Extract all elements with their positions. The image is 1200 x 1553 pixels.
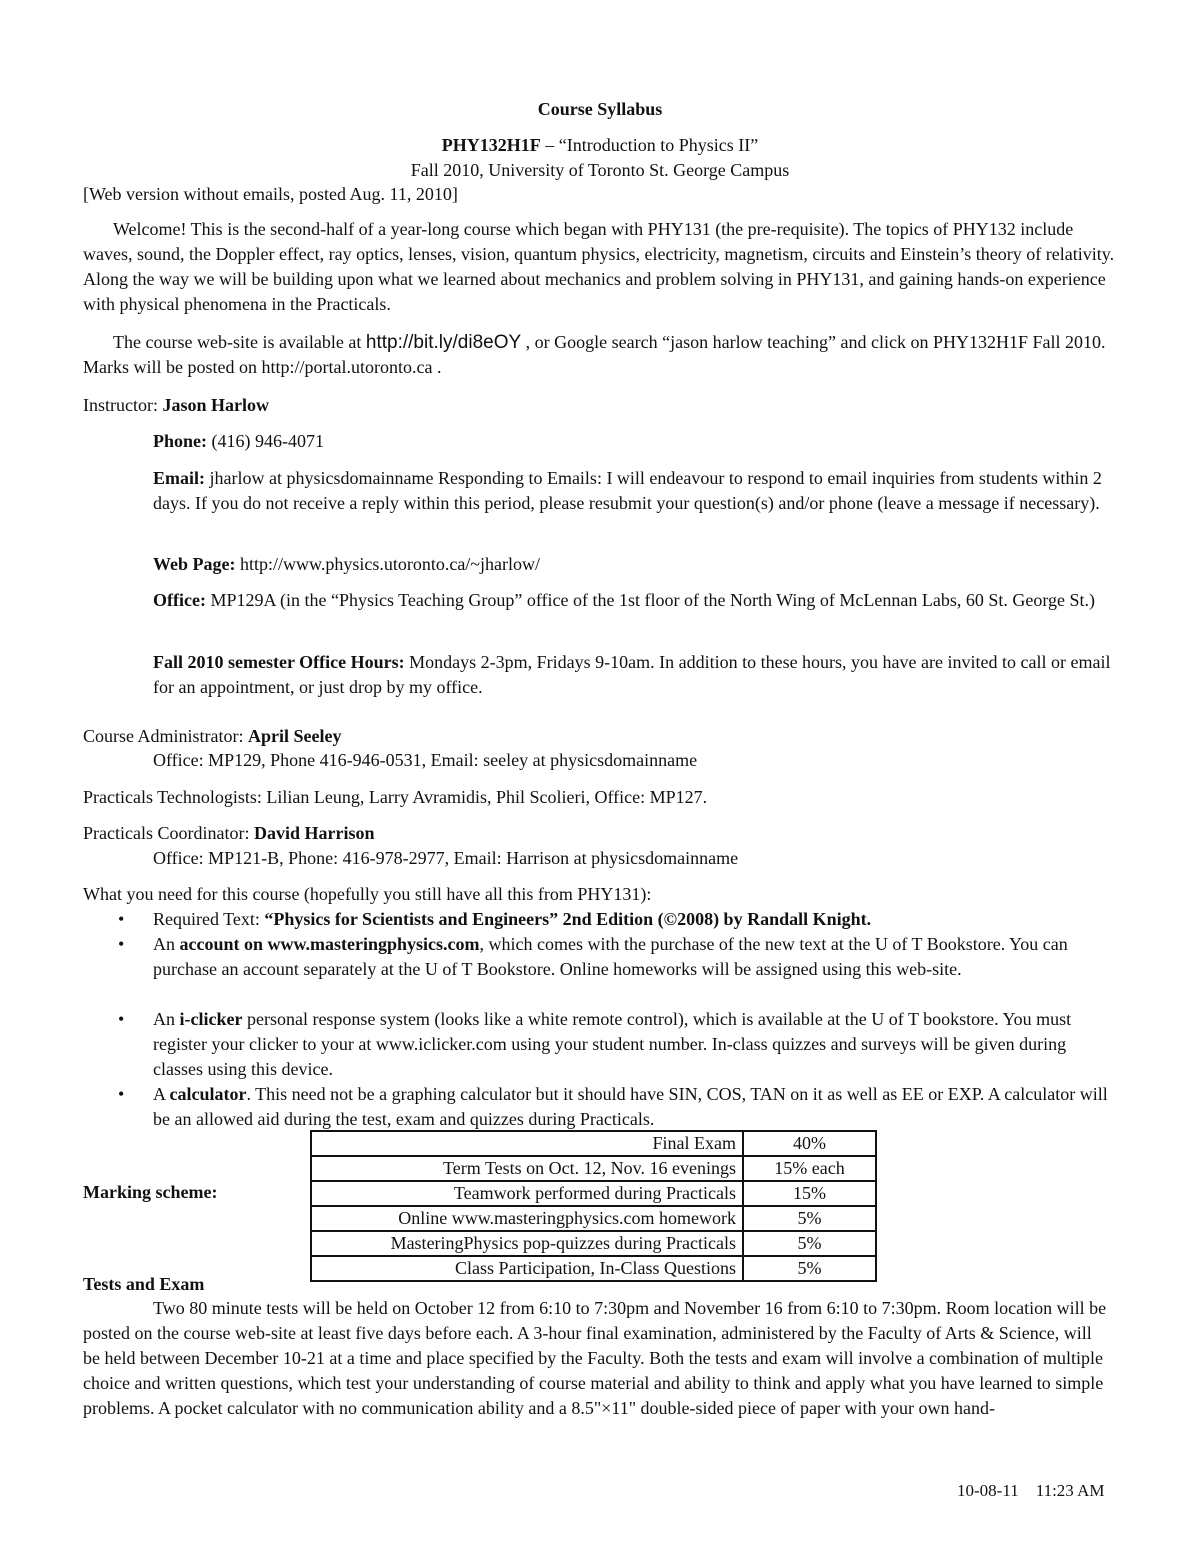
admin-name: April Seeley <box>248 726 342 746</box>
masteringphysics-item <box>153 932 1113 982</box>
bullet-dot: • <box>118 1084 125 1104</box>
calculator-pre: A <box>153 1084 170 1104</box>
webpage-url[interactable]: http://www.physics.utoronto.ca/~jharlow/ <box>235 554 541 574</box>
footer-time: 11:23 AM <box>1035 1481 1105 1500</box>
footer-datetime <box>957 1478 1105 1503</box>
tests-heading: Tests and Exam <box>83 1274 205 1294</box>
footer-date: 10-08-11 <box>957 1481 1019 1500</box>
webpage-line <box>153 552 540 577</box>
instructor-line <box>83 393 269 418</box>
phone-label: Phone: <box>153 431 207 451</box>
marking-row <box>311 1256 876 1281</box>
course-name: “Introduction to Physics II” <box>558 135 759 155</box>
admin-details: Office: MP129, Phone 416-946-0531, Email: seeley at physicsdomainname <box>153 750 698 770</box>
coordinator-details: Office: MP121-B, Phone: 416-978-2977, Email: Harrison at physicsdomainname <box>153 848 739 868</box>
requirements-intro: What you need for this course (hopefully you still have all this from PHY131): <box>83 884 652 904</box>
bullet-dot: • <box>118 934 125 954</box>
course-code: PHY132H1F <box>441 135 541 155</box>
bullet-dot: • <box>118 1009 125 1029</box>
marking-item: Final Exam <box>311 1131 743 1156</box>
marking-item: Class Participation, In-Class Questions <box>311 1256 743 1281</box>
phone-line <box>153 429 324 454</box>
masteringphysics-account: account on www.masteringphysics.com <box>179 934 480 954</box>
admin-line <box>83 724 341 749</box>
coordinator-line <box>83 821 374 846</box>
website-rest: , or Google search “jason harlow teaching” and click on PHY132H1F Fall 2010. Marks will be posted on http://portal.utoronto.ca . <box>83 332 1106 377</box>
course-line <box>0 133 1200 158</box>
instructor-label: Instructor: <box>83 395 163 415</box>
iclicker-name: i-clicker <box>179 1009 243 1029</box>
course-name-separator: – <box>540 135 559 155</box>
office-label: Office: <box>153 590 206 610</box>
office-hours-paragraph <box>153 650 1118 700</box>
masteringphysics-pre: An <box>153 934 180 954</box>
marking-item: Teamwork performed during Practicals <box>311 1181 743 1206</box>
email-label: Email: <box>153 468 205 488</box>
required-text-label: Required Text: <box>153 909 265 929</box>
marking-weight: 5% <box>743 1206 876 1231</box>
marking-weight: 15% each <box>743 1156 876 1181</box>
marking-row <box>311 1206 876 1231</box>
instructor-name: Jason Harlow <box>162 395 269 415</box>
marking-item: Online www.masteringphysics.com homework <box>311 1206 743 1231</box>
office-hours-value: Mondays 2-3pm, Fridays 9-10am. In addition to these hours, you have are invited to call or email for an appointment, or just drop by my office. <box>153 652 1111 697</box>
calculator-name: calculator <box>169 1084 247 1104</box>
calculator-item <box>153 1082 1113 1132</box>
website-intro: The course web-site is available at <box>113 332 366 352</box>
webpage-label: Web Page: <box>153 554 236 574</box>
iclicker-pre: An <box>153 1009 180 1029</box>
welcome-paragraph: Welcome! This is the second-half of a year-long course which began with PHY131 (the pre-requisite). The topics of PHY132 include waves, sound, the Doppler effect, ray optics, lenses, vision, quantum physics, electricity, magnetism, circuits and Einstein’s theory of relativity. Along the way we will be building upon what we learned about mechanics and problem solving in PHY131, and gaining hands-on experience with physical phenomena in the Practicals. <box>83 219 1115 314</box>
office-paragraph <box>153 588 1098 613</box>
marking-row <box>311 1231 876 1256</box>
marking-row <box>311 1131 876 1156</box>
iclicker-post: personal response system (looks like a white remote control), which is available at the U of T bookstore. You must register your clicker to your at www.iclicker.com using your student number. In-class quizzes and surveys will be given during classes using this device. <box>153 1009 1072 1079</box>
office-value: MP129A (in the “Physics Teaching Group” office of the 1st floor of the North Wing of McLennan Labs, 60 St. George St.) <box>205 590 1095 610</box>
website-link[interactable]: http://bit.ly/di8eOY <box>365 332 522 353</box>
marking-item: Term Tests on Oct. 12, Nov. 16 evenings <box>311 1156 743 1181</box>
iclicker-item <box>153 1007 1103 1082</box>
admin-label: Course Administrator: <box>83 726 248 746</box>
term-campus: Fall 2010, University of Toronto St. George Campus <box>410 160 790 180</box>
marking-weight: 15% <box>743 1181 876 1206</box>
marking-weight: 5% <box>743 1256 876 1281</box>
technologists-line: Practicals Technologists: Lilian Leung, Larry Avramidis, Phil Scolieri, Office: MP127. <box>83 787 708 807</box>
calculator-post: . This need not be a graphing calculator but it should have SIN, COS, TAN on it as well as EE or EXP. A calculator will be an allowed aid during the test, exam and quizzes during Practicals. <box>153 1084 1108 1129</box>
marking-item: MasteringPhysics pop-quizzes during Practicals <box>311 1231 743 1256</box>
coordinator-name: David Harrison <box>253 823 375 843</box>
marking-scheme-label: Marking scheme: <box>83 1182 218 1202</box>
marking-scheme-table <box>310 1130 877 1282</box>
required-text-title: “Physics for Scientists and Engineers” 2nd Edition (©2008) by Randall Knight. <box>264 909 872 929</box>
masteringphysics-post: , which comes with the purchase of the new text at the U of T Bookstore. You can purchase an account separately at the U of T Bookstore. Online homeworks will be assigned using this web-site. <box>153 934 1068 979</box>
marking-row <box>311 1181 876 1206</box>
phone-value: (416) 946-4071 <box>207 431 324 451</box>
required-text-item <box>153 907 871 932</box>
email-value: jharlow at physicsdomainname Responding to Emails: I will endeavour to respond to email inquiries from students within 2 days. If you do not receive a reply within this period, please resubmit your question(s) and/or phone (leave a message if necessary). <box>153 468 1102 513</box>
marking-row <box>311 1156 876 1181</box>
coordinator-label: Practicals Coordinator: <box>83 823 254 843</box>
page-title: Course Syllabus <box>537 99 663 119</box>
marking-weight: 5% <box>743 1231 876 1256</box>
office-hours-label: Fall 2010 semester Office Hours: <box>153 652 405 672</box>
email-paragraph <box>153 466 1118 516</box>
tests-paragraph: Two 80 minute tests will be held on October 12 from 6:10 to 7:30pm and November 16 from 6:10 to 7:30pm. Room location will be posted on the course web-site at least five days before each. A 3-hour final examination, administered by the Faculty of Arts & Science, will be held between December 10-21 at a time and place specified by the Faculty. Both the tests and exam will involve a combination of multiple choice and written questions, which test your understanding of course material and ability to think and apply what you have learned to simple problems. A pocket calculator with no communication ability and a 8.5"×11" double-sided piece of paper with your own hand- <box>83 1298 1107 1418</box>
marking-weight: 40% <box>743 1131 876 1156</box>
bullet-dot: • <box>118 909 125 929</box>
website-paragraph <box>83 330 1123 380</box>
web-version-note: [Web version without emails, posted Aug. 11, 2010] <box>83 184 458 204</box>
